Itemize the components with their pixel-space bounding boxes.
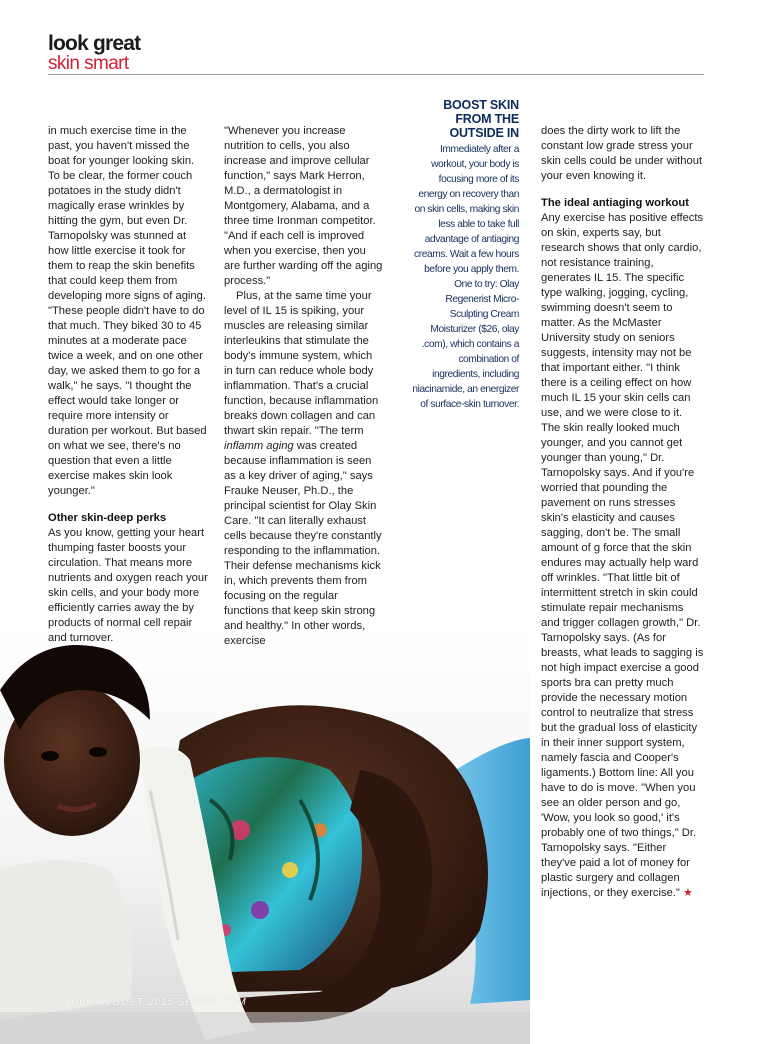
col4-paragraph-2: [541, 211, 704, 901]
col1-subhead: Other skin-deep perks: [48, 512, 167, 524]
col2-paragraph-2: [224, 289, 384, 649]
col4-subhead: The ideal antiaging workout: [541, 197, 689, 209]
header-rule: [48, 74, 704, 75]
col4-paragraph: does the dirty work to lift the constant low grade stress your skin cells could be under without your even knowing it.: [541, 125, 703, 182]
sidebar-title: BOOST SKIN FROM THE OUTSIDE IN: [443, 98, 519, 140]
col2-text-b: was created because inflammation is seen as a key driver of aging," says Frauke Neuser, Ph.D., the principal scientist for Olay Skin Care. "It can literally exhaust cells because they're constantly responding to the inflammation. Their defense mechanisms kick in, which prevents them from focusing on the regular functions that keep skin strong and healthy." In other words, exercise: [224, 440, 382, 647]
col1-paragraph-2: As you know, getting your heart thumping faster boosts your circulation. That means more nutrients and oxygen reach your skin cells, and your body more efficiently carries away the by products of normal cell repair and turnover.: [48, 527, 208, 644]
col2-paragraph: "Whenever you increase nutrition to cells, you also increase and improve cellular function," says Mark Herron, M.D., a dermatologist in Montgomery, Alabama, and a three time Ironman competitor. "And if each cell is improved when you exercise, then you are further warding off the aging process.": [224, 125, 383, 287]
page-folio: 64 JULY/AUGUST 2015 SHAPE.COM: [48, 997, 247, 1008]
col2-text-a: Plus, at the same time your level of IL 15 is spiking, your muscles are releasing similar interleukins that stimulate the body's immune system, which in turn can reduce whole body inflammation. That's a crucial function, because inflammation breaks down collagen and can thwart skin repair. "The term: [224, 290, 379, 437]
col1-paragraph: in much exercise time in the past, you haven't missed the boat for younger looking skin. To be clear, the former couch potatoes in the study didn't magically erase wrinkles by hitting the gym, but even Dr. Tarnopolsky was stunned at how little exercise it took for them to reap the skin benefits that could keep them from developing more signs of aging. "These people didn't have to do that much. They biked 30 to 45 minutes at a moderate pace twice a week, and on one other day, we asked them to go for a walk," he says. "I thought the effect would take longer or require more intensity or duration per workout. But based on what we see, there's no question that even a little exercise makes skin look younger.": [48, 125, 207, 497]
section-subtitle: skin smart: [48, 53, 129, 74]
section-header: [48, 34, 140, 74]
athlete-photo: [0, 620, 530, 1044]
sidebar-box: [412, 98, 519, 412]
sidebar-body: Immediately after a workout, your body is focusing more of its energy on recovery than on skin cells, making skin less able to take full advantage of antiaging creams. Wait a few hours before you apply them. One to try: Olay Regenerist Micro-Sculpting Cream Moisturizer ($26, olay .com), which contains a combination of ingredients, including niacinamide, an energizer of surface-skin turnover.: [412, 144, 519, 410]
section-title: look great: [48, 32, 141, 55]
article-column-2: [224, 124, 384, 649]
end-mark-icon: ★: [683, 887, 693, 899]
article-column-4: [541, 124, 704, 901]
col2-italic-term: inflamm aging: [224, 440, 294, 452]
col4-text: Any exercise has positive effects on skin, experts say, but research shows that only cardio, not resistance training, generates IL 15. The specific type walking, jogging, cycling, swimming doesn't seem to matter. As the McMaster University study on seniors suggests, intensity may not be that important either. "I think there is a ceiling effect on how much IL 15 your skin cells can use, and we were close to it. The skin really looked much younger, and you cannot get younger than young," Dr. Tarnopolsky says. And if you're worried that pounding the pavement on runs stresses skin's elasticity and causes sagging, don't be. The small amount of g force that the skin endures may actually help ward off wrinkles. "That little bit of intermittent stretch in skin could stimulate repair mechanisms and trigger collagen growth," Dr. Tarnopolsky says. (As for breasts, what leads to sagging is not high impact exercise a good sports bra can pretty much provide the necessary motion control to neutralize that stress but the gradual loss of elasticity in their inner support system, namely fascia and Cooper's ligaments.) Bottom line: All you have to do is move. "When you see an older person and go, 'Wow, you look so good,' it's probably one of two things," Dr. Tarnopolsky says. "Either they've paid a lot of money for plastic surgery and collagen injections, or they exercise.": [541, 212, 704, 899]
article-column-1: [48, 124, 208, 646]
